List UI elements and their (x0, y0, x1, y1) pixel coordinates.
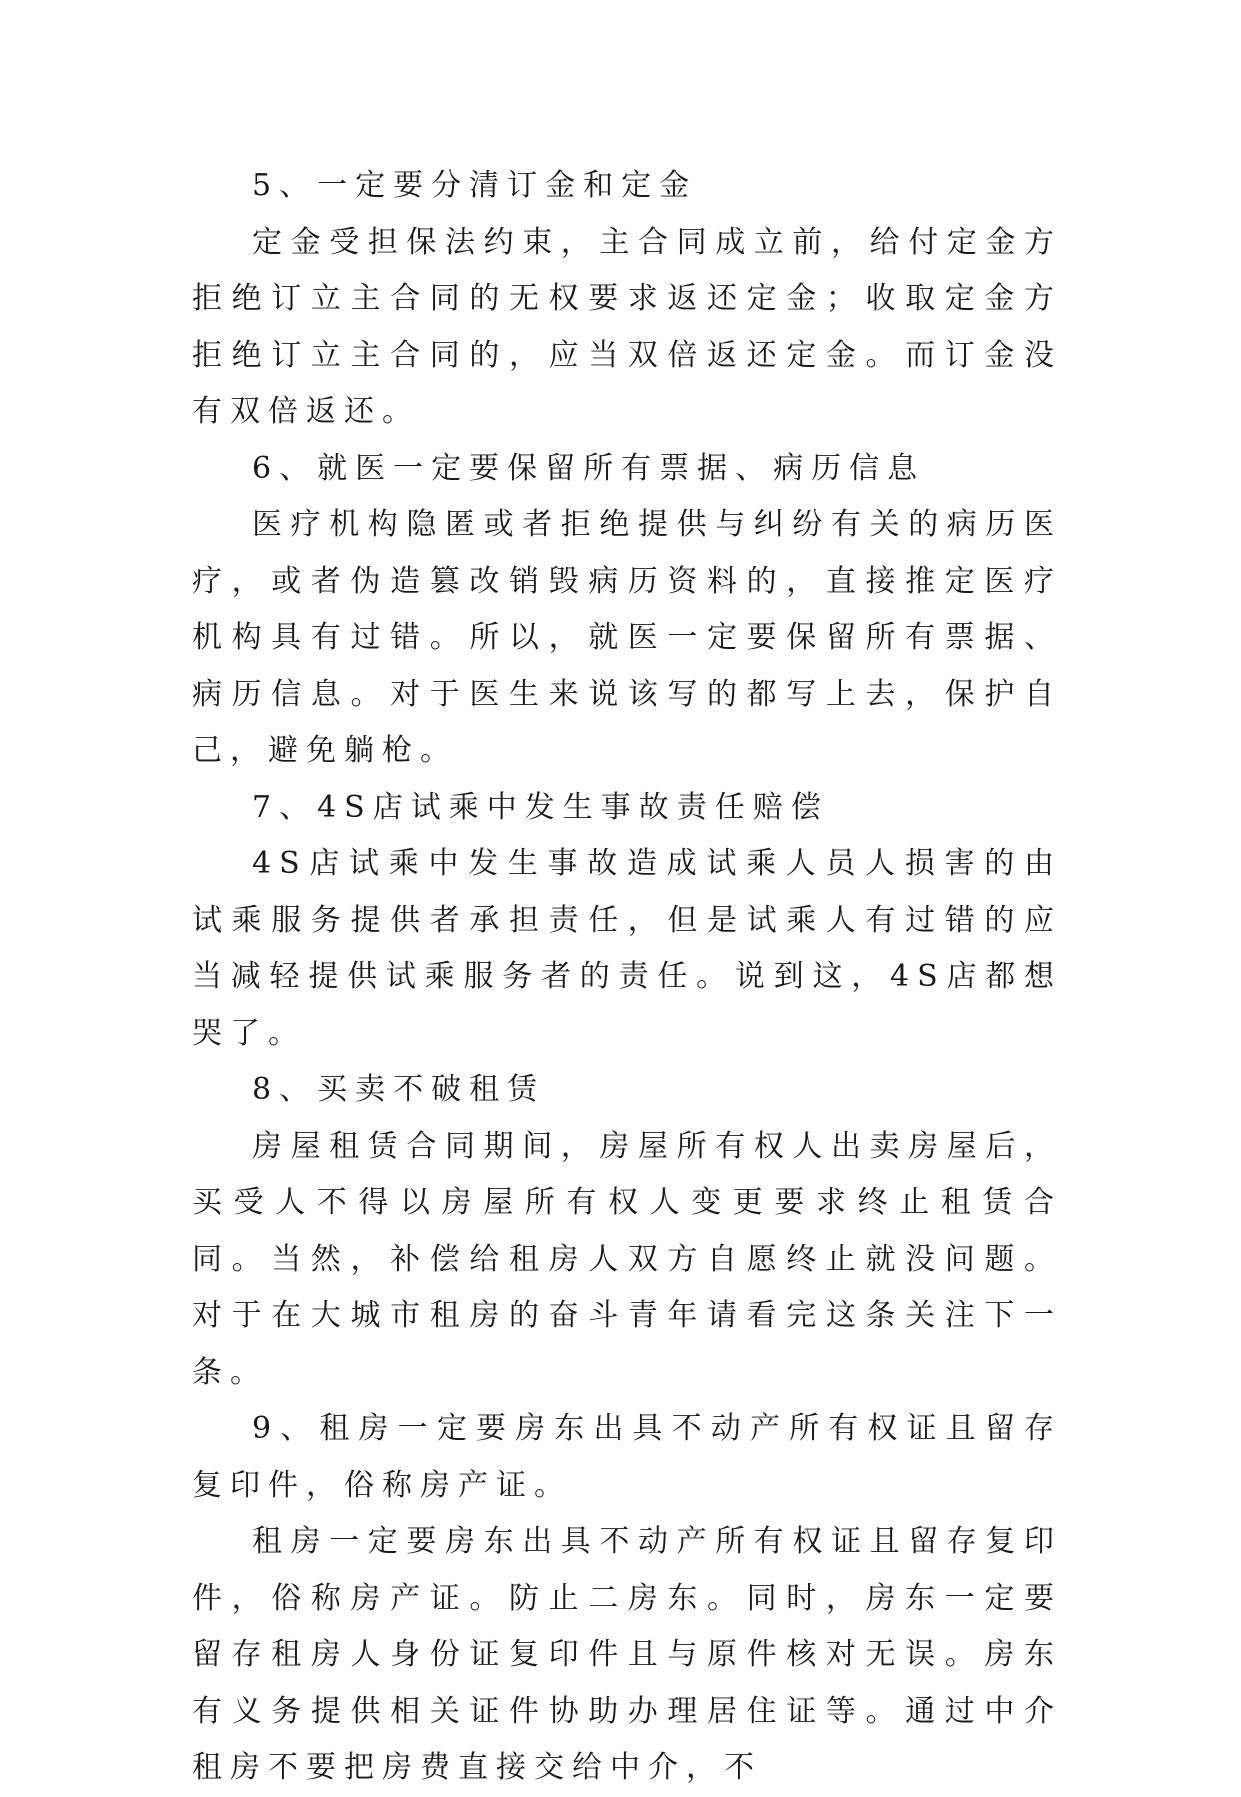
document-body (192, 158, 1062, 1797)
paragraph-test-drive: 4S店试乘中发生事故造成试乘人员人损害的由试乘服务提供者承担责任，但是试乘人有过错的应当减轻提供试乘服务者的责任。说到这，4S店都想哭了。 (192, 846, 1062, 1051)
paragraph-rental-certificate: 租房一定要房东出具不动产所有权证且留存复印件，俗称房产证。防止二房东。同时，房东一定要留存租房人身份证复印件且与原件核对无误。房东有义务提供相关证件协助办理居住证等。通过中介租房不要把房费直接交给中介，不 (192, 1524, 1062, 1785)
paragraph-lease: 房屋租赁合同期间，房屋所有权人出卖房屋后，买受人不得以房屋所有权人变更要求终止租赁合同。当然，补偿给租房人双方自愿终止就没问题。对于在大城市租房的奋斗青年请看完这条关注下一条。 (192, 1128, 1062, 1390)
heading-item-9: 9、租房一定要房东出具不动产所有权证且留存复印件，俗称房产证。 (192, 1411, 1062, 1503)
heading-item-7: 7、4S店试乘中发生事故责任赔偿 (252, 789, 829, 825)
heading-item-6: 6、就医一定要保留所有票据、病历信息 (252, 450, 926, 486)
paragraph-medical-records: 医疗机构隐匿或者拒绝提供与纠纷有关的病历医疗，或者伪造篡改销毁病历资料的，直接推定医疗机构具有过错。所以，就医一定要保留所有票据、病历信息。对于医生来说该写的都写上去，保护自己，避免躺枪。 (192, 507, 1062, 768)
heading-item-8: 8、买卖不破租赁 (252, 1072, 546, 1107)
paragraph-deposit: 定金受担保法约束，主合同成立前，给付定金方拒绝订立主合同的无权要求返还定金；收取定金方拒绝订立主合同的，应当双倍返还定金。而订金没有双倍返还。 (192, 224, 1062, 429)
heading-item-5: 5、一定要分清订金和定金 (252, 168, 698, 203)
